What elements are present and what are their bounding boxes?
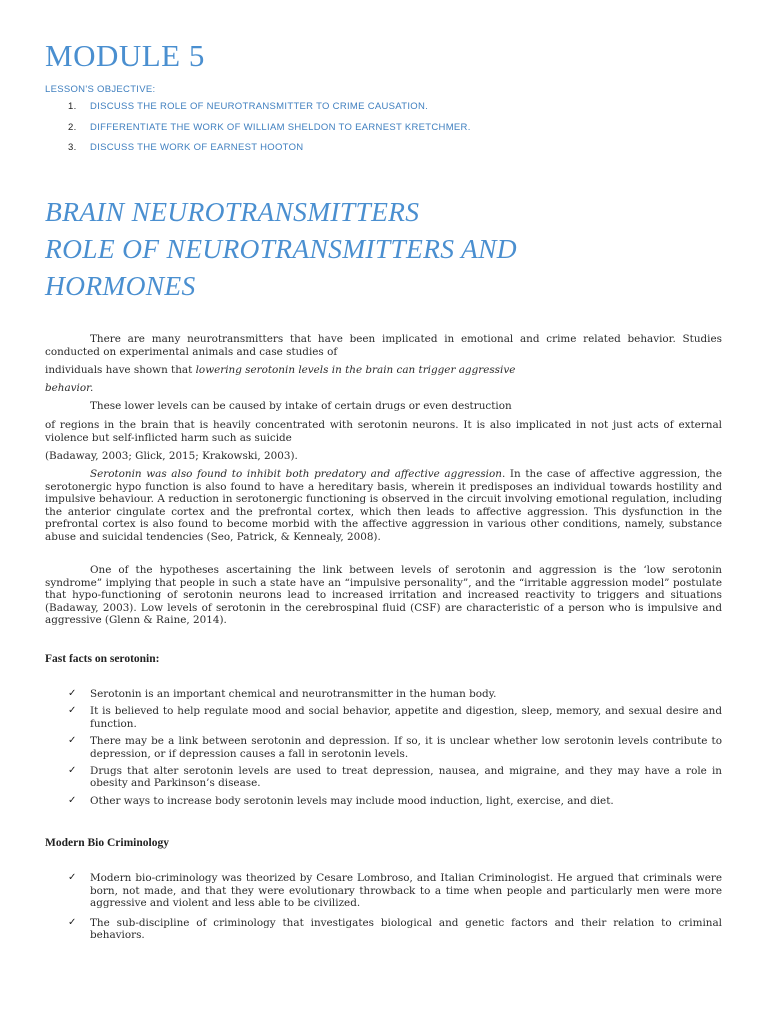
checkmark-icon: ✓ (68, 734, 77, 746)
heading-line: HORMONES (45, 270, 196, 301)
objective-text: DISCUSS THE WORK OF EARNEST HOOTON (90, 142, 304, 153)
list-item: ✓ The sub-discipline of criminology that investigates biological and genetic factors and their relation to criminal behaviors. (68, 916, 722, 942)
checkmark-icon: ✓ (68, 705, 77, 717)
fast-facts-heading: Fast facts on serotonin: (45, 653, 160, 665)
checkmark-icon: ✓ (68, 916, 77, 928)
heading-line: BRAIN NEUROTRANSMITTERS (45, 196, 420, 227)
module-title: MODULE 5 (45, 38, 205, 73)
objective-list (68, 101, 471, 163)
checkmark-icon: ✓ (68, 688, 77, 699)
paragraph-4: One of the hypotheses ascertaining the link between levels of serotonin and aggression is the ‘low serotonin syndrome” implying that people in such a state have an “impulsive personality”, and the “irritable aggression model” postulate that hypo-functioning of serotonin neurons lead to increased irritation and increased reactivity to triggers and situations (Badaway, 2003). Low levels of serotonin in the cerebrospinal fluid (CSF) are characteristic of a person who is impulsive and aggressive (Glenn & Raine, 2014). (45, 564, 722, 627)
checkmark-icon: ✓ (68, 794, 77, 806)
paragraph-3: Serotonin was also found to inhibit both predatory and affective aggression. In the case of affective aggression, the serotonergic hypo function is also found to have a hereditary basis, wherein it predisposes an individual towards hostility and impulsive behaviour. A reduction in serotonergic functioning is observed in the circuit involving emotional regulation, including the anterior cingulate cortex and the prefrontal cortex, which then leads to affective aggression. This dysfunction in the prefrontal cortex is also found to become morbid with the affective aggression in various other conditions, namely, substance abuse and suicidal tendencies (Seo, Patrick, & Kennealy, 2008). (45, 468, 722, 543)
paragraph-2-part-a: These lower levels can be caused by intake of certain drugs or even destruction (90, 400, 512, 412)
list-item: ✓ There may be a link between serotonin and depression. If so, it is unclear whether low serotonin levels contribute to depression, or if depression causes a fall in serotonin levels. (68, 734, 722, 760)
modern-bio-criminology-list (68, 872, 722, 947)
objective-text: DISCUSS THE ROLE OF NEUROTRANSMITTER TO CRIME CAUSATION. (90, 101, 429, 112)
objective-number: 3. (68, 142, 77, 153)
modern-bio-criminology-heading: Modern Bio Criminology (45, 837, 169, 849)
paragraph-2-part-b: of regions in the brain that is heavily concentrated with serotonin neurons. It is also implicated in not just acts of external violence but self-inflicted harm such as suicide (45, 419, 722, 444)
list-item: ✓ Modern bio-criminology was theorized by Cesare Lombroso, and Italian Criminologist. He argued that criminals were born, not made, and that they were evolutionary throwback to a time when people and particularly men were more aggressive and violent and less able to be civilized. (68, 872, 722, 910)
objective-number: 2. (68, 121, 77, 133)
fast-facts-list (68, 688, 722, 812)
objective-number: 1. (68, 101, 77, 112)
list-item: ✓ Serotonin is an important chemical and neurotransmitter in the human body. (68, 688, 497, 700)
list-item: ✓ It is believed to help regulate mood and social behavior, appetite and digestion, sleep, memory, and sexual desire and function. (68, 705, 722, 730)
objective-label: LESSON'S OBJECTIVE: (45, 84, 156, 95)
paragraph-1-part-b: individuals have shown that lowering serotonin levels in the brain can trigger aggressive (45, 364, 516, 376)
objective-text: DIFFERENTIATE THE WORK OF WILLIAM SHELDON TO EARNEST KRETCHMER. (90, 121, 471, 133)
objective-item (68, 122, 471, 143)
paragraph-2-part-c: (Badaway, 2003; Glick, 2015; Krakowski, 2003). (45, 450, 298, 462)
checkmark-icon: ✓ (68, 872, 77, 883)
objective-item (68, 101, 471, 122)
checkmark-icon: ✓ (68, 764, 77, 776)
heading-line: ROLE OF NEUROTRANSMITTERS AND (45, 233, 517, 264)
paragraph-1-part-c: behavior. (45, 382, 94, 394)
objective-item (68, 142, 471, 163)
paragraph-1-part-a: There are many neurotransmitters that have been implicated in emotional and crime related behavior. Studies conducted on experimental animals and case studies of (45, 333, 722, 358)
list-item: ✓ Drugs that alter serotonin levels are used to treat depression, nausea, and migraine, and they may have a role in obesity and Parkinson’s disease. (68, 764, 722, 790)
list-item: ✓ Other ways to increase body serotonin levels may include mood induction, light, exercise, and diet. (68, 794, 614, 807)
